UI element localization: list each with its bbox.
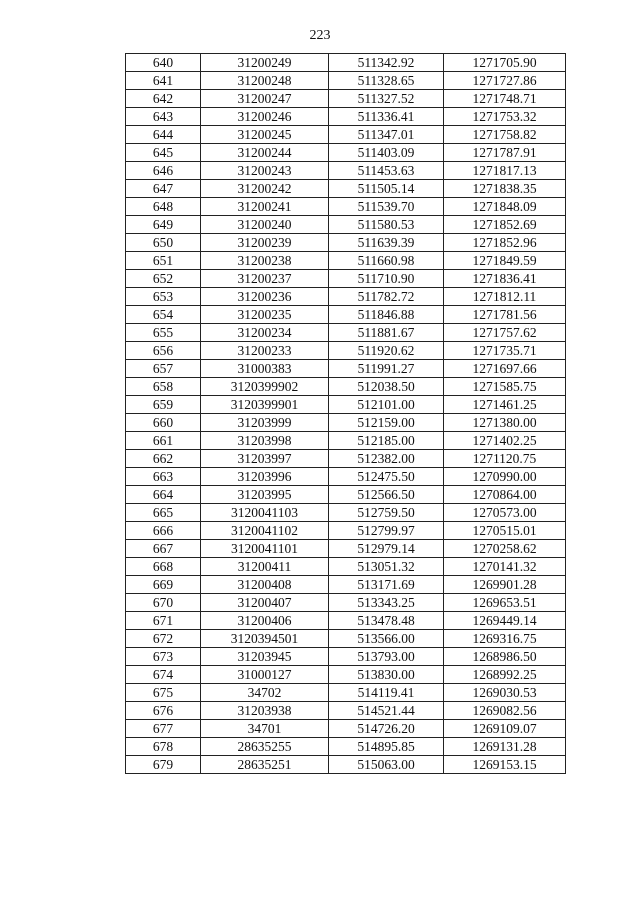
point-number-cell: 655 (126, 324, 201, 342)
point-number-cell: 674 (126, 666, 201, 684)
table-row (126, 720, 566, 738)
table-row (126, 162, 566, 180)
point-number-cell: 676 (126, 702, 201, 720)
x-coordinate-cell: 512038.50 (329, 378, 444, 396)
table-row (126, 288, 566, 306)
table-row (126, 216, 566, 234)
y-coordinate-cell: 1269153.15 (444, 756, 566, 774)
point-number-cell: 661 (126, 432, 201, 450)
point-number-cell: 665 (126, 504, 201, 522)
y-coordinate-cell: 1269082.56 (444, 702, 566, 720)
table-row (126, 468, 566, 486)
x-coordinate-cell: 512799.97 (329, 522, 444, 540)
x-coordinate-cell: 513343.25 (329, 594, 444, 612)
point-id-cell: 3120041103 (201, 504, 329, 522)
point-id-cell: 34701 (201, 720, 329, 738)
point-number-cell: 675 (126, 684, 201, 702)
table-row (126, 252, 566, 270)
table-row (126, 684, 566, 702)
x-coordinate-cell: 511342.92 (329, 54, 444, 72)
coordinates-table-body (126, 54, 566, 774)
x-coordinate-cell: 511336.41 (329, 108, 444, 126)
point-id-cell: 31203945 (201, 648, 329, 666)
point-number-cell: 647 (126, 180, 201, 198)
point-id-cell: 3120041101 (201, 540, 329, 558)
point-id-cell: 31203996 (201, 468, 329, 486)
y-coordinate-cell: 1271727.86 (444, 72, 566, 90)
table-row (126, 540, 566, 558)
table-row (126, 144, 566, 162)
table-row (126, 360, 566, 378)
table-row (126, 504, 566, 522)
y-coordinate-cell: 1269901.28 (444, 576, 566, 594)
point-number-cell: 670 (126, 594, 201, 612)
y-coordinate-cell: 1271461.25 (444, 396, 566, 414)
table-row (126, 576, 566, 594)
point-number-cell: 646 (126, 162, 201, 180)
x-coordinate-cell: 511539.70 (329, 198, 444, 216)
x-coordinate-cell: 513171.69 (329, 576, 444, 594)
point-id-cell: 28635255 (201, 738, 329, 756)
x-coordinate-cell: 511881.67 (329, 324, 444, 342)
point-number-cell: 677 (126, 720, 201, 738)
point-id-cell: 31200240 (201, 216, 329, 234)
y-coordinate-cell: 1269316.75 (444, 630, 566, 648)
x-coordinate-cell: 511660.98 (329, 252, 444, 270)
point-id-cell: 31203998 (201, 432, 329, 450)
point-id-cell: 31200237 (201, 270, 329, 288)
y-coordinate-cell: 1269030.53 (444, 684, 566, 702)
table-row (126, 180, 566, 198)
table-row (126, 198, 566, 216)
x-coordinate-cell: 511846.88 (329, 306, 444, 324)
x-coordinate-cell: 511920.62 (329, 342, 444, 360)
table-row (126, 324, 566, 342)
y-coordinate-cell: 1270573.00 (444, 504, 566, 522)
x-coordinate-cell: 515063.00 (329, 756, 444, 774)
point-id-cell: 31200234 (201, 324, 329, 342)
table-row (126, 630, 566, 648)
x-coordinate-cell: 511991.27 (329, 360, 444, 378)
table-row (126, 702, 566, 720)
point-number-cell: 671 (126, 612, 201, 630)
y-coordinate-cell: 1271817.13 (444, 162, 566, 180)
point-id-cell: 31200242 (201, 180, 329, 198)
x-coordinate-cell: 512979.14 (329, 540, 444, 558)
point-number-cell: 657 (126, 360, 201, 378)
point-number-cell: 649 (126, 216, 201, 234)
x-coordinate-cell: 513566.00 (329, 630, 444, 648)
point-id-cell: 31200411 (201, 558, 329, 576)
table-row (126, 342, 566, 360)
point-id-cell: 3120394501 (201, 630, 329, 648)
point-id-cell: 31200238 (201, 252, 329, 270)
point-id-cell: 31200246 (201, 108, 329, 126)
coordinates-table (125, 53, 566, 774)
y-coordinate-cell: 1269131.28 (444, 738, 566, 756)
point-number-cell: 664 (126, 486, 201, 504)
x-coordinate-cell: 511327.52 (329, 90, 444, 108)
y-coordinate-cell: 1271120.75 (444, 450, 566, 468)
point-id-cell: 31200248 (201, 72, 329, 90)
table-row (126, 54, 566, 72)
x-coordinate-cell: 512475.50 (329, 468, 444, 486)
point-id-cell: 31200235 (201, 306, 329, 324)
table-row (126, 270, 566, 288)
point-id-cell: 3120399901 (201, 396, 329, 414)
table-row (126, 378, 566, 396)
y-coordinate-cell: 1271585.75 (444, 378, 566, 396)
x-coordinate-cell: 511639.39 (329, 234, 444, 252)
x-coordinate-cell: 512185.00 (329, 432, 444, 450)
point-number-cell: 666 (126, 522, 201, 540)
x-coordinate-cell: 514521.44 (329, 702, 444, 720)
point-number-cell: 678 (126, 738, 201, 756)
x-coordinate-cell: 513830.00 (329, 666, 444, 684)
point-number-cell: 641 (126, 72, 201, 90)
table-row (126, 396, 566, 414)
y-coordinate-cell: 1271849.59 (444, 252, 566, 270)
x-coordinate-cell: 512382.00 (329, 450, 444, 468)
x-coordinate-cell: 511453.63 (329, 162, 444, 180)
point-id-cell: 3120399902 (201, 378, 329, 396)
y-coordinate-cell: 1269653.51 (444, 594, 566, 612)
y-coordinate-cell: 1268992.25 (444, 666, 566, 684)
table-row (126, 234, 566, 252)
point-number-cell: 652 (126, 270, 201, 288)
point-id-cell: 31000127 (201, 666, 329, 684)
point-id-cell: 31200243 (201, 162, 329, 180)
point-number-cell: 644 (126, 126, 201, 144)
point-number-cell: 648 (126, 198, 201, 216)
y-coordinate-cell: 1271735.71 (444, 342, 566, 360)
y-coordinate-cell: 1270258.62 (444, 540, 566, 558)
x-coordinate-cell: 512566.50 (329, 486, 444, 504)
point-number-cell: 642 (126, 90, 201, 108)
point-id-cell: 31200236 (201, 288, 329, 306)
y-coordinate-cell: 1271787.91 (444, 144, 566, 162)
point-id-cell: 34702 (201, 684, 329, 702)
page-number: 223 (309, 28, 331, 43)
point-number-cell: 668 (126, 558, 201, 576)
y-coordinate-cell: 1271852.69 (444, 216, 566, 234)
point-id-cell: 3120041102 (201, 522, 329, 540)
y-coordinate-cell: 1271705.90 (444, 54, 566, 72)
y-coordinate-cell: 1271758.82 (444, 126, 566, 144)
x-coordinate-cell: 511580.53 (329, 216, 444, 234)
table-row (126, 666, 566, 684)
y-coordinate-cell: 1270864.00 (444, 486, 566, 504)
point-id-cell: 28635251 (201, 756, 329, 774)
x-coordinate-cell: 514895.85 (329, 738, 444, 756)
point-id-cell: 31200233 (201, 342, 329, 360)
point-id-cell: 31200241 (201, 198, 329, 216)
point-number-cell: 643 (126, 108, 201, 126)
table-row (126, 558, 566, 576)
point-number-cell: 658 (126, 378, 201, 396)
point-number-cell: 660 (126, 414, 201, 432)
y-coordinate-cell: 1268986.50 (444, 648, 566, 666)
table-row (126, 108, 566, 126)
y-coordinate-cell: 1270141.32 (444, 558, 566, 576)
table-row (126, 612, 566, 630)
point-number-cell: 653 (126, 288, 201, 306)
point-id-cell: 31200239 (201, 234, 329, 252)
x-coordinate-cell: 513051.32 (329, 558, 444, 576)
x-coordinate-cell: 513793.00 (329, 648, 444, 666)
y-coordinate-cell: 1269449.14 (444, 612, 566, 630)
point-number-cell: 651 (126, 252, 201, 270)
point-id-cell: 31203995 (201, 486, 329, 504)
point-number-cell: 667 (126, 540, 201, 558)
y-coordinate-cell: 1271852.96 (444, 234, 566, 252)
y-coordinate-cell: 1271748.71 (444, 90, 566, 108)
point-number-cell: 645 (126, 144, 201, 162)
x-coordinate-cell: 511782.72 (329, 288, 444, 306)
y-coordinate-cell: 1271697.66 (444, 360, 566, 378)
point-number-cell: 640 (126, 54, 201, 72)
x-coordinate-cell: 512101.00 (329, 396, 444, 414)
point-id-cell: 31203938 (201, 702, 329, 720)
table-row (126, 594, 566, 612)
table-row (126, 486, 566, 504)
x-coordinate-cell: 511505.14 (329, 180, 444, 198)
point-number-cell: 669 (126, 576, 201, 594)
y-coordinate-cell: 1271753.32 (444, 108, 566, 126)
x-coordinate-cell: 512159.00 (329, 414, 444, 432)
point-number-cell: 650 (126, 234, 201, 252)
y-coordinate-cell: 1271848.09 (444, 198, 566, 216)
point-number-cell: 673 (126, 648, 201, 666)
point-number-cell: 679 (126, 756, 201, 774)
x-coordinate-cell: 511403.09 (329, 144, 444, 162)
table-row (126, 414, 566, 432)
x-coordinate-cell: 511328.65 (329, 72, 444, 90)
point-id-cell: 31200249 (201, 54, 329, 72)
point-number-cell: 659 (126, 396, 201, 414)
table-row (126, 522, 566, 540)
y-coordinate-cell: 1271781.56 (444, 306, 566, 324)
y-coordinate-cell: 1271402.25 (444, 432, 566, 450)
table-row (126, 90, 566, 108)
point-id-cell: 31200408 (201, 576, 329, 594)
point-id-cell: 31203999 (201, 414, 329, 432)
y-coordinate-cell: 1271836.41 (444, 270, 566, 288)
y-coordinate-cell: 1270990.00 (444, 468, 566, 486)
y-coordinate-cell: 1270515.01 (444, 522, 566, 540)
x-coordinate-cell: 511347.01 (329, 126, 444, 144)
table-row (126, 72, 566, 90)
point-id-cell: 31200407 (201, 594, 329, 612)
point-number-cell: 662 (126, 450, 201, 468)
point-number-cell: 672 (126, 630, 201, 648)
point-id-cell: 31200245 (201, 126, 329, 144)
x-coordinate-cell: 514119.41 (329, 684, 444, 702)
y-coordinate-cell: 1271380.00 (444, 414, 566, 432)
table-row (126, 738, 566, 756)
point-id-cell: 31203997 (201, 450, 329, 468)
table-row (126, 126, 566, 144)
point-id-cell: 31000383 (201, 360, 329, 378)
y-coordinate-cell: 1271757.62 (444, 324, 566, 342)
point-number-cell: 663 (126, 468, 201, 486)
x-coordinate-cell: 512759.50 (329, 504, 444, 522)
table-row (126, 432, 566, 450)
point-id-cell: 31200247 (201, 90, 329, 108)
table-row (126, 450, 566, 468)
table-row (126, 306, 566, 324)
point-number-cell: 654 (126, 306, 201, 324)
y-coordinate-cell: 1269109.07 (444, 720, 566, 738)
point-number-cell: 656 (126, 342, 201, 360)
point-id-cell: 31200244 (201, 144, 329, 162)
table-row (126, 648, 566, 666)
x-coordinate-cell: 514726.20 (329, 720, 444, 738)
table-row (126, 756, 566, 774)
y-coordinate-cell: 1271812.11 (444, 288, 566, 306)
x-coordinate-cell: 513478.48 (329, 612, 444, 630)
y-coordinate-cell: 1271838.35 (444, 180, 566, 198)
point-id-cell: 31200406 (201, 612, 329, 630)
x-coordinate-cell: 511710.90 (329, 270, 444, 288)
